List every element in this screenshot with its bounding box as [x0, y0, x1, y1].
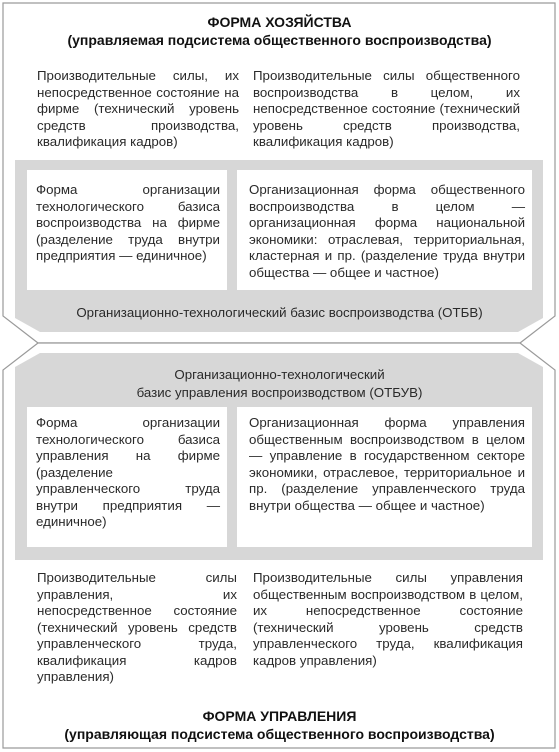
bottom-left-text: Производительные силы управления, их непосредственное состояние (технический уровень средств управленческого труда, квалификация кадров управления) — [37, 570, 237, 684]
bottom-box-left-text: Форма организации технологического базиса управления на фирме (разделение управленческого труда внутри предприятия — единичное) — [36, 415, 220, 529]
top-band-label: Организационно-технологический базис воспроизводства (ОТБВ) — [76, 305, 483, 320]
bottom-band-label-line2: базис управления воспроизводством (ОТБУВ) — [136, 385, 423, 400]
bottom-box-right-text: Организационная форма управления общественным воспроизводством в целом — управление в государственном секторе экономики, отраслевое, территориальное и пр. (разделение управленческого труда внутри общества — общее и частное) — [249, 415, 525, 513]
top-box-right — [237, 170, 532, 290]
top-title: ФОРМА ХОЗЯЙСТВА — [207, 14, 352, 30]
bottom-box-right — [237, 407, 532, 547]
bottom-title: ФОРМА УПРАВЛЕНИЯ — [202, 708, 357, 724]
top-subtitle: (управляемая подсистема общественного воспроизводства) — [67, 32, 492, 48]
top-box-right-text: Организационная форма общественного воспроизводства в целом — организационная форма национальной экономики: отраслевая, территориальная, кластерная и пр. (разделение труда внутри общества — общее и частное) — [249, 182, 525, 280]
bottom-box-left — [27, 407, 227, 547]
bottom-band-label-line1: Организационно-технологический — [174, 367, 385, 382]
top-right-text: Производительные силы общественного воспроизводства в целом, их непосредственное состояние (технический уровень средств производства, квалификация кадров) — [253, 68, 520, 149]
bottom-right-text: Производительные силы управления общественным воспроизводством в целом, их непосредственное состояние (технический уровень средств управленческого труда, квалификация кадров управления) — [253, 570, 523, 668]
top-left-text: Производительные силы, их непосредственное состояние на фирме (технический уровень средств производства, квалификация кадров) — [37, 68, 239, 149]
top-box-left-text: Форма организации технологического базиса воспроизводства на фирме (разделение труда внутри предприятия — единичное) — [36, 182, 220, 263]
bottom-subtitle: (управляющая подсистема общественного воспроизводства) — [64, 726, 495, 742]
top-box-left — [27, 170, 227, 290]
